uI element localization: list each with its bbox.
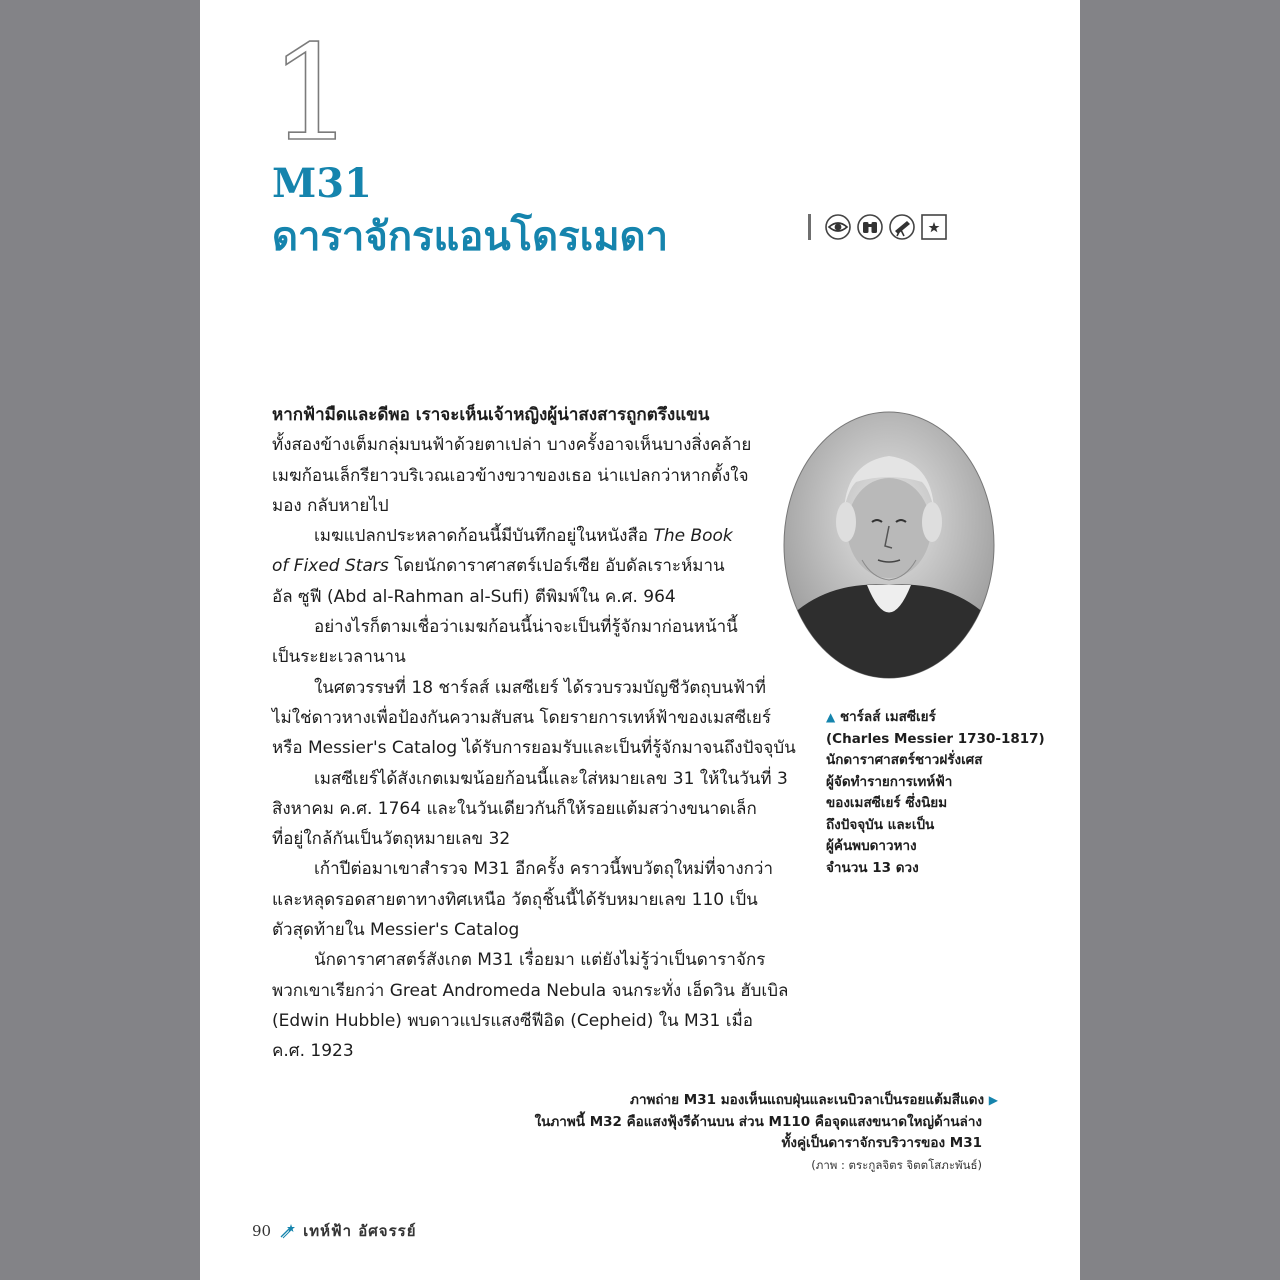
divider (808, 214, 811, 240)
text-line: และหลุดรอดสายตาทางทิศเหนือ วัตถุชิ้นนี้ได้รับหมายเลข 110 เป็น (272, 889, 758, 910)
caption-text: ภาพถ่าย M31 มองเห็นแถบฝุ่นและเนบิวลาเป็นรอยแต้มสีแดง (630, 1092, 985, 1108)
telescope-icon (889, 214, 915, 240)
page-footer (252, 1219, 416, 1243)
paragraph-hubble (272, 945, 804, 1066)
portrait-caption (826, 707, 1066, 879)
eye-icon (825, 214, 851, 240)
text-line: เก้าปีต่อมาเขาสำรวจ M31 อีกครั้ง คราวนี้พบวัตถุใหม่ที่จางกว่า (314, 859, 773, 880)
paragraph-book (272, 521, 804, 612)
text-span: โดยนักดาราศาสตร์เปอร์เซีย อับดัลเราะห์มาน (388, 556, 725, 577)
caption-line: ถึงปัจจุบัน และเป็น (826, 816, 935, 833)
chapter-title-name: ดาราจักรแอนโดรเมดา (272, 213, 669, 260)
observation-icons (808, 213, 947, 241)
paragraph-m110 (272, 854, 804, 945)
article-body (272, 400, 804, 1067)
text-line: ตัวสุดท้ายใน Messier's Catalog (272, 920, 520, 941)
text-line: สิงหาคม ค.ศ. 1764 และในวันเดียวกันก็ให้รอยแต้มสว่างขนาดเล็ก (272, 798, 757, 819)
caption-line: ทั้งคู่เป็นดาราจักรบริวารของ M31 (781, 1135, 982, 1151)
caption-text: ชาร์ลส์ เมสซีเยร์ (839, 709, 936, 725)
text-line: อย่างไรก็ตามเชื่อว่าเมฆก้อนนี้น่าจะเป็นที่รู้จักมาก่อนหน้านี้ (314, 617, 738, 638)
caption-line: นักดาราศาสตร์ชาวฝรั่งเศส (826, 752, 983, 768)
text-span: เมฆแปลกประหลาดก้อนนี้มีบันทึกอยู่ในหนังสือ (314, 526, 654, 547)
text-line: อัล ซูฟี (Abd al-Rahman al-Sufi) ตีพิมพ์ใน ค.ศ. 964 (272, 586, 676, 607)
binoculars-icon (857, 214, 883, 240)
paragraph-history (272, 612, 804, 673)
text-line: เมสซีเยร์ได้สังเกตเมฆน้อยก้อนนี้และใส่หมายเลข 31 ให้ในวันที่ 3 (314, 768, 788, 789)
caption-line (535, 1090, 998, 1112)
caption-line: ในภาพนี้ M32 คือแสงฟุ้งรีด้านบน ส่วน M110 คือจุดแสงขนาดใหญ่ด้านล่าง (534, 1113, 982, 1130)
book-title: The Book (653, 526, 733, 547)
text-line: มอง กลับหายไป (272, 495, 389, 516)
paragraph-messier (272, 673, 804, 764)
chapter-title-code: M31 (272, 160, 372, 207)
text-line: ทั้งสองข้างเต็มกลุ่มบนฟ้าด้วยตาเปล่า บางครั้งอาจเห็นบางสิ่งคล้าย (272, 435, 752, 456)
caption-line: (Charles Messier 1730-1817) (826, 730, 1045, 747)
comet-icon (279, 1223, 295, 1239)
caption-line (826, 707, 1066, 729)
photo-credit: (ภาพ : ตระกูลจิตร จิตตโสภะพันธ์) (811, 1157, 982, 1172)
text-line: ที่อยู่ใกล้กันเป็นวัตถุหมายเลข 32 (272, 829, 511, 850)
book-page (200, 0, 1080, 1280)
text-line: เมฆก้อนเล็กรียาวบริเวณเอวข้างขวาของเธอ น่าแปลกว่าหากตั้งใจ (272, 465, 749, 486)
page-number: 90 (252, 1222, 272, 1240)
caption-line: ผู้ค้นพบดาวหาง (826, 838, 917, 854)
book-title: of Fixed Stars (272, 556, 389, 577)
star-chart-icon (921, 214, 947, 240)
text-line: หากฟ้ามืดและดีพอ เราจะเห็นเจ้าหญิงผู้น่าสงสารถูกตรึงแขน (272, 405, 710, 425)
text-line: (Edwin Hubble) พบดาวแปรแสงซีฟีอิด (Cepheid) ใน M31 เมื่อ (272, 1010, 753, 1031)
text-line (272, 551, 804, 581)
triangle-right-icon: ▶ (988, 1093, 998, 1107)
caption-line: ของเมสซีเยร์ ซึ่งนิยม (826, 795, 948, 811)
photo-caption (535, 1090, 998, 1176)
text-line: หรือ Messier's Catalog ได้รับการยอมรับและเป็นที่รู้จักมาจนถึงปัจจุบัน (272, 738, 796, 759)
paragraph-intro (272, 400, 804, 521)
caption-line: ผู้จัดทำรายการเทห์ฟ้า (826, 773, 953, 790)
book-title: เทห์ฟ้า อัศจรรย์ (303, 1222, 417, 1240)
text-line: ในศตวรรษที่ 18 ชาร์ลส์ เมสซีเยร์ ได้รวบรวมบัญชีวัตถุบนฟ้าที่ (314, 677, 766, 698)
text-line: ไม่ใช่ดาวหางเพื่อป้องกันความสับสน โดยรายการเทห์ฟ้าของเมสซีเยร์ (272, 707, 771, 728)
text-line: ค.ศ. 1923 (272, 1041, 354, 1062)
portrait-image (782, 410, 996, 680)
text-line (272, 521, 804, 551)
text-line: นักดาราศาสตร์สังเกต M31 เรื่อยมา แต่ยังไม่รู้ว่าเป็นดาราจักร (314, 950, 766, 971)
triangle-up-icon: ▲ (826, 710, 836, 724)
text-line: เป็นระยะเวลานาน (272, 647, 406, 668)
chapter-number: 1 (270, 17, 354, 171)
paragraph-observation (272, 764, 804, 855)
caption-line: จำนวน 13 ดวง (826, 859, 919, 876)
text-line: พวกเขาเรียกว่า Great Andromeda Nebula จนกระทั่ง เอ็ดวิน ฮับเบิล (272, 980, 789, 1001)
